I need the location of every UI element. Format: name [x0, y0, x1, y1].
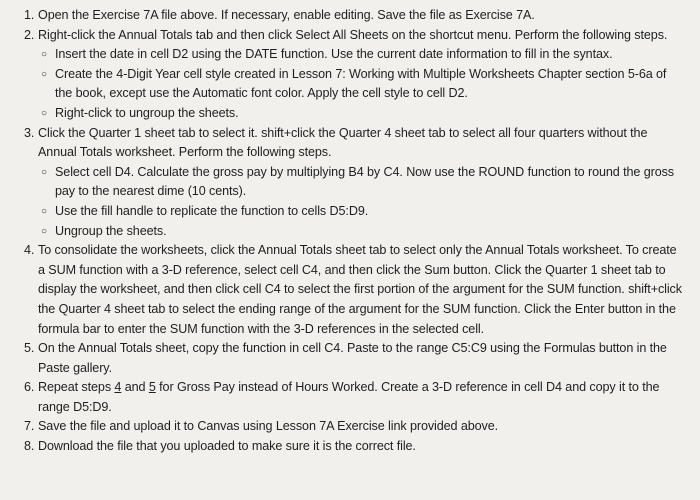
step-number: 1.	[24, 8, 35, 22]
step-4	[24, 241, 686, 339]
step-2-substep-2	[24, 65, 686, 104]
step-4-link[interactable]: 4	[114, 380, 122, 395]
step-3-substep-1	[24, 163, 686, 202]
bullet-icon: ○	[41, 107, 47, 119]
step-3-substep-2	[24, 202, 686, 222]
step-number: 6.	[24, 380, 35, 395]
substep-text: Insert the date in cell D2 using the DATE function. Use the current date information to fill in the syntax.	[55, 47, 613, 62]
substep-text: Create the 4-Digit Year cell style created in Lesson 7: Working with Multiple Worksheets Chapter section 5-6a of the book, except use the Automatic font color. Apply the cell style to cell D2.	[55, 66, 667, 101]
step-text: Download the file that you uploaded to make sure it is the correct file.	[38, 439, 416, 454]
substep-text: Select cell D4. Calculate the gross pay by multiplying B4 by C4. Now use the ROUND function to round the gross pay to the nearest dime (10 cents).	[55, 164, 674, 199]
bullet-icon: ○	[41, 205, 47, 217]
step-1	[24, 6, 686, 26]
step-3	[24, 124, 686, 163]
bullet-icon: ○	[41, 166, 47, 178]
step-text	[38, 378, 686, 417]
bullet-icon: ○	[41, 49, 47, 61]
step-8	[24, 437, 686, 457]
step-6	[24, 378, 686, 417]
step-2-substep-3	[24, 104, 686, 124]
bullet-icon: ○	[41, 225, 47, 237]
step-text: Click the Quarter 1 sheet tab to select it. shift+click the Quarter 4 sheet tab to select all four quarters without the Annual Totals worksheet. Perform the following steps.	[38, 125, 648, 160]
step-2	[24, 26, 686, 46]
step-text-part: Repeat steps	[38, 380, 115, 395]
step-text-part: and	[121, 380, 149, 395]
step-text: Open the Exercise 7A file above. If necessary, enable editing. Save the file as Exercise 7A.	[38, 8, 535, 22]
step-text-part: for Gross Pay instead of Hours Worked. Create a 3-D reference in cell D4 and copy it to the range D5:D9.	[38, 380, 660, 414]
step-number: 5.	[24, 341, 35, 356]
step-5-link[interactable]: 5	[148, 380, 156, 395]
step-text: On the Annual Totals sheet, copy the function in cell C4. Paste to the range C5:C9 using the Formulas button in the Paste gallery.	[38, 341, 667, 375]
step-number: 7.	[24, 419, 35, 434]
step-3-substep-3	[24, 222, 686, 242]
step-number: 4.	[24, 243, 35, 258]
bullet-icon: ○	[41, 68, 47, 80]
step-number: 3.	[24, 125, 35, 140]
step-7	[24, 417, 686, 437]
substep-text: Use the fill handle to replicate the function to cells D5:D9.	[55, 203, 369, 218]
step-text: Right-click the Annual Totals tab and then click Select All Sheets on the shortcut menu. Perform the following steps.	[38, 27, 668, 42]
step-5	[24, 339, 686, 378]
step-number: 2.	[24, 27, 35, 42]
step-text: To consolidate the worksheets, click the Annual Totals sheet tab to select only the Annual Totals worksheet. To create a SUM function with a 3-D reference, select cell C4, and then click the Sum button. Click the Quarter 1 sheet tab to display the worksheet, and then click cell C4 to select the first portion of the argument for the SUM function. shift+click the Quarter 4 sheet tab to select the ending range of the argument for the SUM function. Click the Enter button in the formula bar to enter the SUM function with the 3-D references in the selected cell.	[38, 243, 682, 336]
step-text: Save the file and upload it to Canvas using Lesson 7A Exercise link provided above.	[38, 419, 499, 434]
step-number: 8.	[24, 439, 35, 454]
substep-text: Right-click to ungroup the sheets.	[55, 105, 239, 120]
substep-text: Ungroup the sheets.	[55, 223, 167, 238]
step-2-substep-1	[24, 45, 686, 65]
